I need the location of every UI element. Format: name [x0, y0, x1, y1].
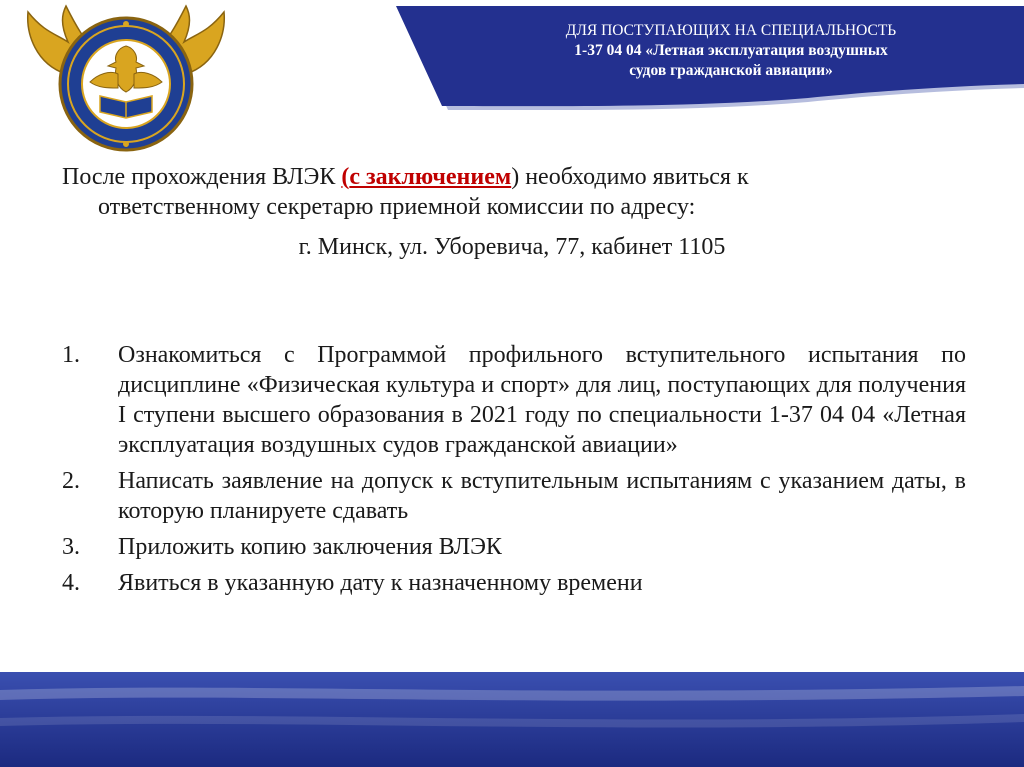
- intro-highlight: [341, 164, 511, 190]
- address-line: г. Минск, ул. Уборевича, 77, кабинет 1105: [298, 234, 726, 260]
- list-item-text: Приложить копию заключения ВЛЭК: [118, 534, 502, 560]
- intro-open-paren: (: [341, 164, 350, 190]
- intro-highlight-text: с заключением: [349, 164, 512, 190]
- list-item-number: 2.: [62, 468, 80, 494]
- steps-list: [62, 340, 966, 604]
- header-line-3: судов гражданской авиации»: [629, 62, 833, 79]
- footer-band: [0, 672, 1024, 767]
- list-item-text: Написать заявление на допуск к вступительным испытаниям с указанием даты, в которую планируете сдавать: [118, 468, 966, 524]
- list-item-number: 4.: [62, 570, 80, 596]
- header-line-2: 1-37 04 04 «Летная эксплуатация воздушных: [574, 42, 888, 59]
- intro-paragraph: [62, 162, 982, 222]
- list-item: [62, 466, 966, 526]
- list-item-number: 3.: [62, 534, 80, 560]
- intro-text-before: После прохождения ВЛЭК: [62, 164, 342, 190]
- academy-emblem-icon: [26, 4, 226, 156]
- list-item: [62, 532, 966, 562]
- intro-first-line: [62, 162, 982, 192]
- header-banner: [388, 6, 1024, 110]
- list-item: [62, 568, 966, 598]
- intro-text-after: ) необходимо явиться к: [511, 164, 749, 190]
- list-item-text: Ознакомиться с Программой профильного вступительного испытания по дисциплине «Физическая культура и спорт» для лиц, поступающих для получения I ступени высшего образования в 2021 году по специальности 1-37 04 04 «Летная эксплуатация воздушных судов гражданской авиации»: [118, 342, 966, 458]
- list-item-number: 1.: [62, 342, 80, 368]
- list-item: [62, 340, 966, 460]
- header-line-1: ДЛЯ ПОСТУПАЮЩИХ НА СПЕЦИАЛЬНОСТЬ: [565, 22, 897, 39]
- intro-second-line: ответственному секретарю приемной комиссии по адресу:: [98, 194, 696, 220]
- list-item-text: Явиться в указанную дату к назначенному времени: [118, 570, 643, 596]
